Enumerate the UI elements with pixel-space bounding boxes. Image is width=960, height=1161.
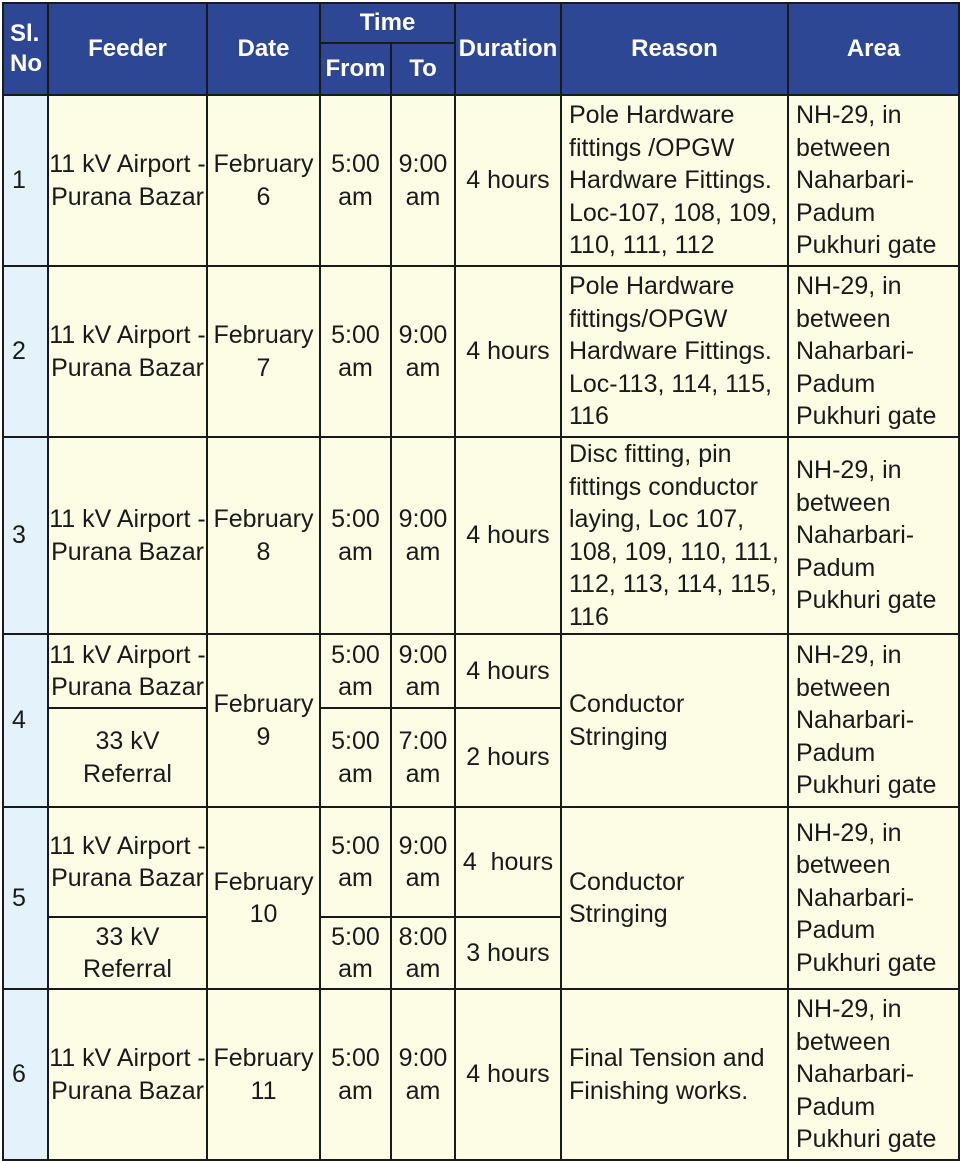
duration-cell: 3 hours: [455, 917, 561, 989]
to-cell: 8:00 am: [391, 917, 455, 989]
from-cell: 5:00 am: [320, 917, 391, 989]
from-cell: 5:00 am: [320, 807, 391, 917]
duration-cell: 4 hours: [455, 807, 561, 917]
sl-no-cell: 3: [3, 437, 48, 634]
area-cell: NH-29, in between Naharbari-Padum Pukhuri gate: [788, 266, 959, 437]
header-reason: Reason: [561, 3, 788, 95]
date-cell: February 11: [207, 989, 320, 1160]
feeder-cell: 11 kV Airport -Purana Bazar: [48, 634, 207, 708]
to-cell: 9:00 am: [391, 437, 455, 634]
from-cell: 5:00 am: [320, 708, 391, 807]
from-cell: 5:00 am: [320, 95, 391, 266]
header-area: Area: [788, 3, 959, 95]
feeder-cell: 11 kV Airport -Purana Bazar: [48, 266, 207, 437]
table-row: [3, 95, 959, 266]
header-date: Date: [207, 3, 320, 95]
table-row: [3, 266, 959, 437]
feeder-cell: 11 kV Airport -Purana Bazar: [48, 807, 207, 917]
sl-no-cell: 2: [3, 266, 48, 437]
to-cell: 9:00 am: [391, 807, 455, 917]
to-cell: 9:00 am: [391, 634, 455, 708]
reason-cell: Pole Hardware fittings/OPGW Hardware Fittings. Loc-113, 114, 115, 116: [561, 266, 788, 437]
date-cell: February 9: [207, 634, 320, 807]
area-cell: NH-29, in between Naharbari-Padum Pukhuri gate: [788, 437, 959, 634]
duration-cell: 4 hours: [455, 989, 561, 1160]
area-cell: NH-29, in between Naharbari-Padum Pukhuri gate: [788, 634, 959, 807]
reason-cell: Disc fitting, pin fittings conductor laying, Loc 107, 108, 109, 110, 111, 112, 113, 114, 115, 116: [561, 437, 788, 634]
reason-cell: Pole Hardware fittings /OPGW Hardware Fittings. Loc-107, 108, 109, 110, 111, 112: [561, 95, 788, 266]
reason-cell: Conductor Stringing: [561, 634, 788, 807]
duration-cell: 2 hours: [455, 708, 561, 807]
feeder-cell: 11 kV Airport -Purana Bazar: [48, 989, 207, 1160]
feeder-cell: 33 kV Referral: [48, 917, 207, 989]
header-sl-no: Sl. No: [3, 3, 48, 95]
duration-cell: 4 hours: [455, 95, 561, 266]
to-cell: 9:00 am: [391, 266, 455, 437]
duration-cell: 4 hours: [455, 634, 561, 708]
to-cell: 9:00 am: [391, 95, 455, 266]
header-feeder: Feeder: [48, 3, 207, 95]
to-cell: 9:00 am: [391, 989, 455, 1160]
to-cell: 7:00 am: [391, 708, 455, 807]
header-time: Time: [320, 3, 455, 43]
date-cell: February 6: [207, 95, 320, 266]
feeder-cell: 33 kV Referral: [48, 708, 207, 807]
area-cell: NH-29, in between Naharbari-Padum Pukhuri gate: [788, 807, 959, 989]
sl-no-cell: 1: [3, 95, 48, 266]
duration-cell: 4 hours: [455, 266, 561, 437]
from-cell: 5:00 am: [320, 989, 391, 1160]
table-row: [3, 989, 959, 1160]
from-cell: 5:00 am: [320, 634, 391, 708]
date-cell: February 8: [207, 437, 320, 634]
table-row: [3, 437, 959, 634]
area-cell: NH-29, in between Naharbari-Padum Pukhuri gate: [788, 989, 959, 1160]
date-cell: February 10: [207, 807, 320, 989]
date-cell: February 7: [207, 266, 320, 437]
header-to: To: [391, 43, 455, 95]
header-from: From: [320, 43, 391, 95]
table-row: [3, 634, 959, 708]
shutdown-schedule-table: [2, 2, 960, 1161]
table-row: [3, 807, 959, 917]
from-cell: 5:00 am: [320, 266, 391, 437]
duration-cell: 4 hours: [455, 437, 561, 634]
reason-cell: Final Tension and Finishing works.: [561, 989, 788, 1160]
from-cell: 5:00 am: [320, 437, 391, 634]
feeder-cell: 11 kV Airport -Purana Bazar: [48, 95, 207, 266]
sl-no-cell: 6: [3, 989, 48, 1160]
area-cell: NH-29, in between Naharbari-Padum Pukhuri gate: [788, 95, 959, 266]
sl-no-cell: 5: [3, 807, 48, 989]
reason-cell: Conductor Stringing: [561, 807, 788, 989]
header-duration: Duration: [455, 3, 561, 95]
feeder-cell: 11 kV Airport -Purana Bazar: [48, 437, 207, 634]
sl-no-cell: 4: [3, 634, 48, 807]
